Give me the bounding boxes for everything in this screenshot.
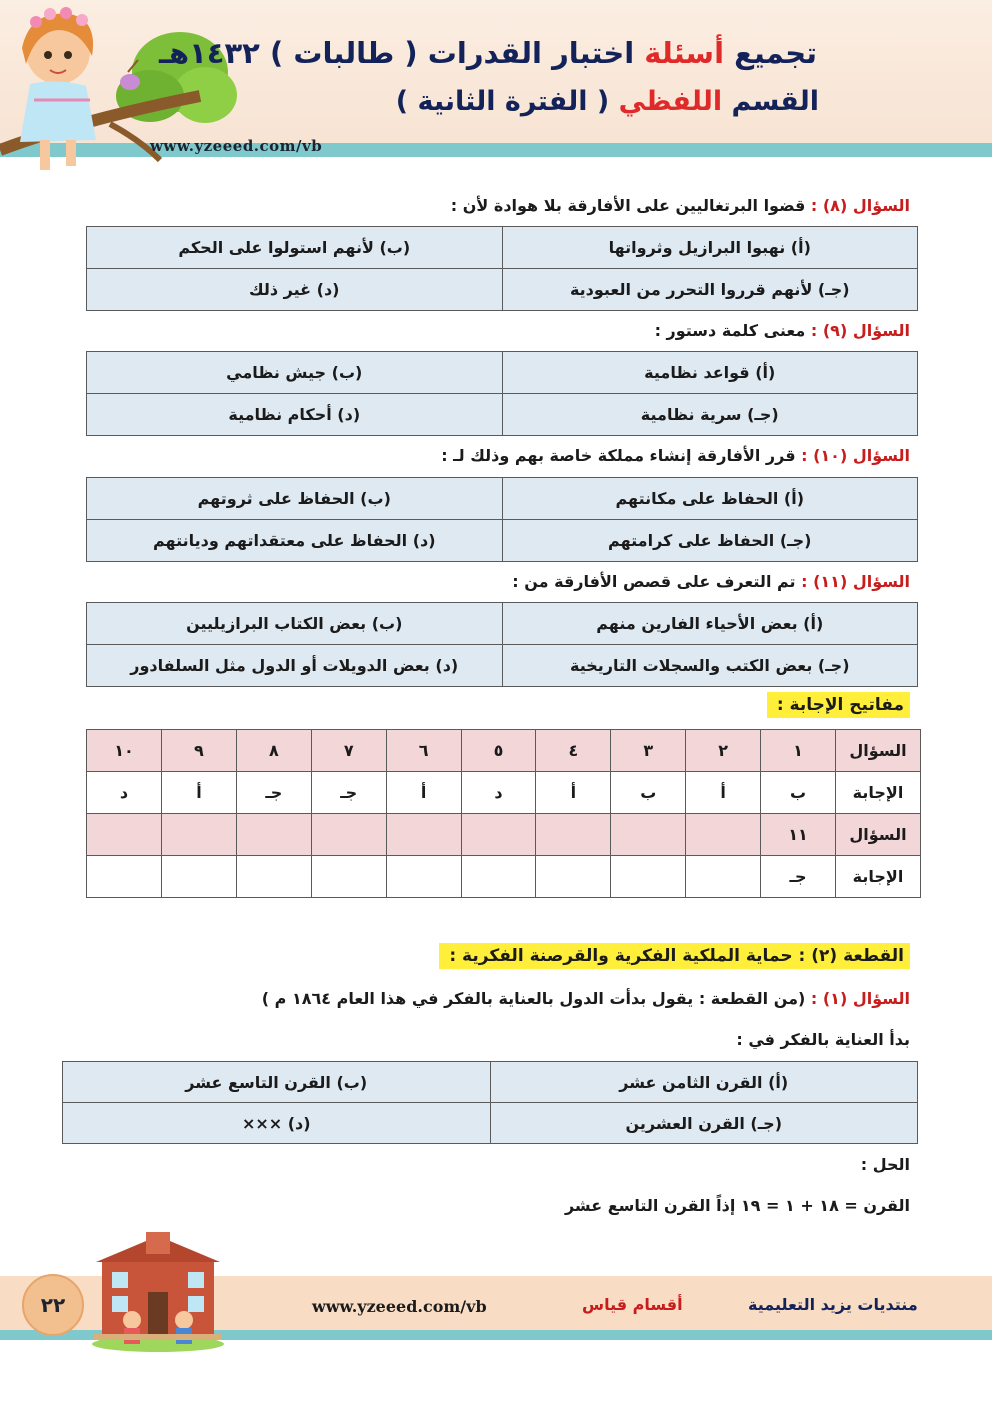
page-title-line2: القسم اللفظي ( الفترة الثانية ) [395,86,819,117]
page-number: ٢٢ [22,1274,84,1336]
empty-cell [386,814,461,856]
option-b: (ب) الحفاظ على ثروتهم [87,478,503,520]
question-8: السؤال (٨) : قضوا البرتغاليين على الأفارقة بلا هوادة لأن : [450,196,910,215]
key-answer: ب [761,772,836,814]
empty-cell [386,856,461,898]
solution-text: القرن = ١٨ + ١ = ١٩ إذاً القرن التاسع عشر [564,1196,910,1215]
empty-cell [311,856,386,898]
option-c: (جـ) الحفاظ على كرامتهم [502,520,918,562]
key-answer: أ [386,772,461,814]
empty-cell [611,814,686,856]
empty-cell [461,856,536,898]
option-b: (ب) لأنهم استولوا على الحكم [87,227,503,269]
key-number: ٢ [686,730,761,772]
empty-cell [87,856,162,898]
answer-key-answer-row [87,772,921,814]
question-9-options [86,351,918,436]
footer-url[interactable]: www.yzeeed.com/vb [312,1297,487,1316]
option-d: (د) الحفاظ على معتقداتهم وديانتهم [87,520,503,562]
empty-cell [461,814,536,856]
question-9: السؤال (٩) : معنى كلمة دستور : [654,321,910,340]
key-answer: ب [611,772,686,814]
answer-key-answer-row [87,856,921,898]
solution-label: الحل : [860,1155,910,1174]
answer-key-table [86,729,921,898]
header-url[interactable]: www.yzeeed.com/vb [150,137,323,155]
question-10: السؤال (١٠) : قرر الأفارقة إنشاء مملكة خاصة بهم وذلك لـ : [441,446,910,465]
key-answer: د [461,772,536,814]
option-b: (ب) القرن التاسع عشر [63,1062,491,1103]
question-header: السؤال [836,730,921,772]
key-answer: أ [686,772,761,814]
option-b: (ب) بعض الكتاب البرازيليين [87,603,503,645]
empty-cell [536,856,611,898]
key-number: ٥ [461,730,536,772]
answer-header: الإجابة [836,772,921,814]
empty-cell [161,856,236,898]
passage-question-stem: بدأ العناية بالفكر في : [736,1030,910,1049]
key-answer: جـ [236,772,311,814]
option-c: (جـ) القرن العشرين [490,1103,918,1144]
passage-question-1: السؤال (١) : (من القطعة : يقول بدأت الدول بالعناية بالفكر في هذا العام ١٨٦٤ م ) [261,989,910,1008]
school-children-illustration [88,1232,228,1352]
key-answer: أ [161,772,236,814]
passage-title: القطعة (٢) : حماية الملكية الفكرية والقرصنة الفكرية : [439,943,910,969]
key-number: ٣ [611,730,686,772]
option-c: (جـ) سرية نظامية [502,394,918,436]
empty-cell [236,814,311,856]
page-title-line1: تجميع أسئلة اختبار القدرات ( طالبات ) ١٤٣٢هـ [159,36,817,70]
key-answer: جـ [761,856,836,898]
empty-cell [611,856,686,898]
option-d: (د) بعض الدويلات أو الدول مثل السلفادور [87,645,503,687]
footer-section[interactable]: أقسام قياس [582,1295,683,1314]
option-c: (جـ) لأنهم قرروا التحرر من العبودية [502,269,918,311]
key-number: ٦ [386,730,461,772]
option-a: (أ) قواعد نظامية [502,352,918,394]
key-number: ١٠ [87,730,162,772]
empty-cell [87,814,162,856]
option-a: (أ) الحفاظ على مكانتهم [502,478,918,520]
answer-key-question-row [87,730,921,772]
empty-cell [161,814,236,856]
question-header: السؤال [836,814,921,856]
key-number: ١١ [761,814,836,856]
key-number: ٧ [311,730,386,772]
key-answer: د [87,772,162,814]
question-10-options [86,477,918,562]
option-a: (أ) نهبوا البرازيل وثرواتها [502,227,918,269]
answer-key-question-row [87,814,921,856]
empty-cell [311,814,386,856]
key-number: ١ [761,730,836,772]
option-a: (أ) القرن الثامن عشر [490,1062,918,1103]
empty-cell [686,856,761,898]
key-answer: أ [536,772,611,814]
footer-forum-name: منتديات يزيد التعليمية [748,1295,918,1314]
option-a: (أ) بعض الأحياء الفارين منهم [502,603,918,645]
empty-cell [686,814,761,856]
option-d: (د) ××× [63,1103,491,1144]
empty-cell [236,856,311,898]
answer-header: الإجابة [836,856,921,898]
option-d: (د) غير ذلك [87,269,503,311]
key-number: ٩ [161,730,236,772]
question-11: السؤال (١١) : تم التعرف على قصص الأفارقة من : [512,572,910,591]
key-number: ٨ [236,730,311,772]
option-c: (جـ) بعض الكتب والسجلات التاريخية [502,645,918,687]
key-number: ٤ [536,730,611,772]
question-11-options [86,602,918,687]
answer-key-title: مفاتيح الإجابة : [767,692,910,718]
passage-question-1-options [62,1061,918,1144]
question-8-options [86,226,918,311]
option-b: (ب) جيش نظامي [87,352,503,394]
option-d: (د) أحكام نظامية [87,394,503,436]
key-answer: جـ [311,772,386,814]
empty-cell [536,814,611,856]
girl-on-branch-illustration [0,0,240,190]
